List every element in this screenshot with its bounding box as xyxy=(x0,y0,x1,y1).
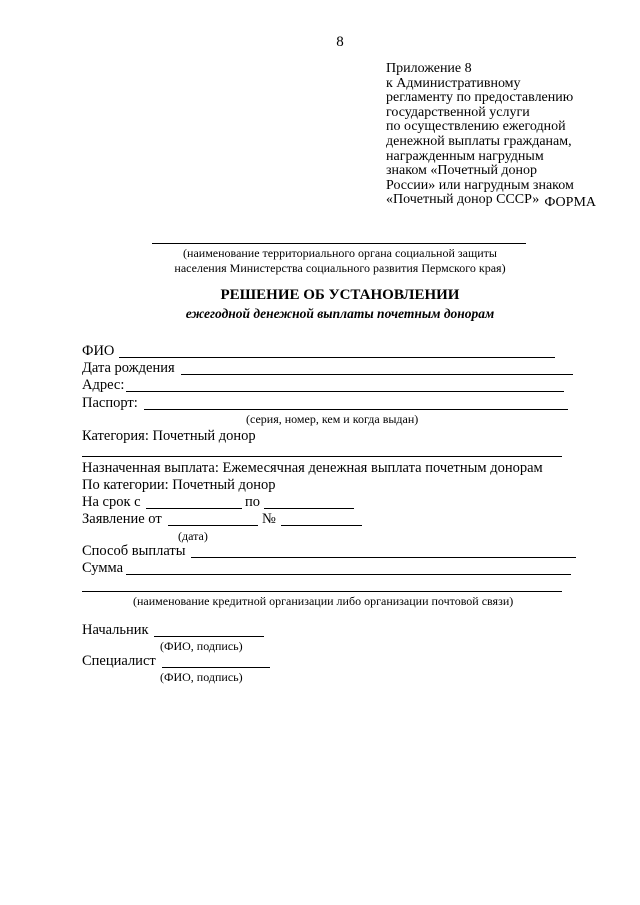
specialist-signature-field[interactable] xyxy=(162,667,270,668)
appendix-line: России» или нагрудным знаком xyxy=(386,177,574,193)
term-from-label: На срок с xyxy=(82,494,141,510)
appendix-line: государственной услуги xyxy=(386,104,530,120)
document-subtitle: ежегодной денежной выплаты почетным донорам xyxy=(185,306,495,321)
fio-field[interactable] xyxy=(119,357,555,358)
authority-caption-line1: (наименование территориального органа социальной защиты xyxy=(183,246,497,260)
chief-caption: (ФИО, подпись) xyxy=(160,639,243,653)
amount-label: Сумма xyxy=(82,560,124,576)
payment-method-field[interactable] xyxy=(191,557,576,558)
term-from-field[interactable] xyxy=(146,508,242,509)
assigned-payment-text: Назначенная выплата: Ежемесячная денежная выплата почетным донорам xyxy=(82,460,543,476)
appendix-line: Приложение 8 xyxy=(386,61,472,76)
chief-label: Начальник xyxy=(82,622,149,638)
specialist-caption: (ФИО, подпись) xyxy=(160,670,243,684)
appendix-line: регламенту по предоставлению xyxy=(386,90,574,106)
by-category-text: По категории: Почетный донор xyxy=(82,477,276,493)
address-label: Адрес: xyxy=(82,377,125,393)
specialist-label: Специалист xyxy=(82,653,156,669)
appendix-heading xyxy=(386,62,574,208)
separator-line xyxy=(82,456,562,457)
chief-signature-field[interactable] xyxy=(154,636,264,637)
authority-name-line[interactable] xyxy=(152,243,526,244)
amount-field[interactable] xyxy=(126,574,571,575)
appendix-line: по осуществлению ежегодной xyxy=(386,119,566,135)
fio-label: ФИО xyxy=(82,343,115,359)
appendix-line: денежной выплаты гражданам, xyxy=(386,133,572,149)
appendix-line: награжденным нагрудным xyxy=(386,148,544,164)
date-caption: (дата) xyxy=(178,529,208,543)
birth-date-field[interactable] xyxy=(181,374,573,375)
address-field[interactable] xyxy=(126,391,564,392)
passport-label: Паспорт: xyxy=(82,395,138,411)
term-to-field[interactable] xyxy=(264,508,354,509)
application-number-sign: № xyxy=(262,511,276,527)
document-title: РЕШЕНИЕ ОБ УСТАНОВЛЕНИИ xyxy=(220,287,460,303)
application-number-field[interactable] xyxy=(281,525,362,526)
category-text: Категория: Почетный донор xyxy=(82,428,256,444)
authority-caption-line2: населения Министерства социального развития Пермского края) xyxy=(174,261,506,275)
appendix-line: знаком «Почетный донор xyxy=(386,163,538,179)
page-number: 8 xyxy=(336,34,344,50)
organization-name-field[interactable] xyxy=(82,591,562,592)
passport-caption: (серия, номер, кем и когда выдан) xyxy=(246,412,419,426)
appendix-line: к Административному xyxy=(386,75,521,91)
form-label: ФОРМА xyxy=(544,195,596,210)
application-from-label: Заявление от xyxy=(82,511,162,527)
passport-field[interactable] xyxy=(144,409,568,410)
organization-caption: (наименование кредитной организации либо организации почтовой связи) xyxy=(133,594,514,608)
application-date-field[interactable] xyxy=(168,525,258,526)
birth-date-label: Дата рождения xyxy=(82,360,175,376)
term-to-label: по xyxy=(245,494,261,510)
appendix-line: «Почетный донор СССР» xyxy=(386,192,540,208)
payment-method-label: Способ выплаты xyxy=(82,543,186,559)
